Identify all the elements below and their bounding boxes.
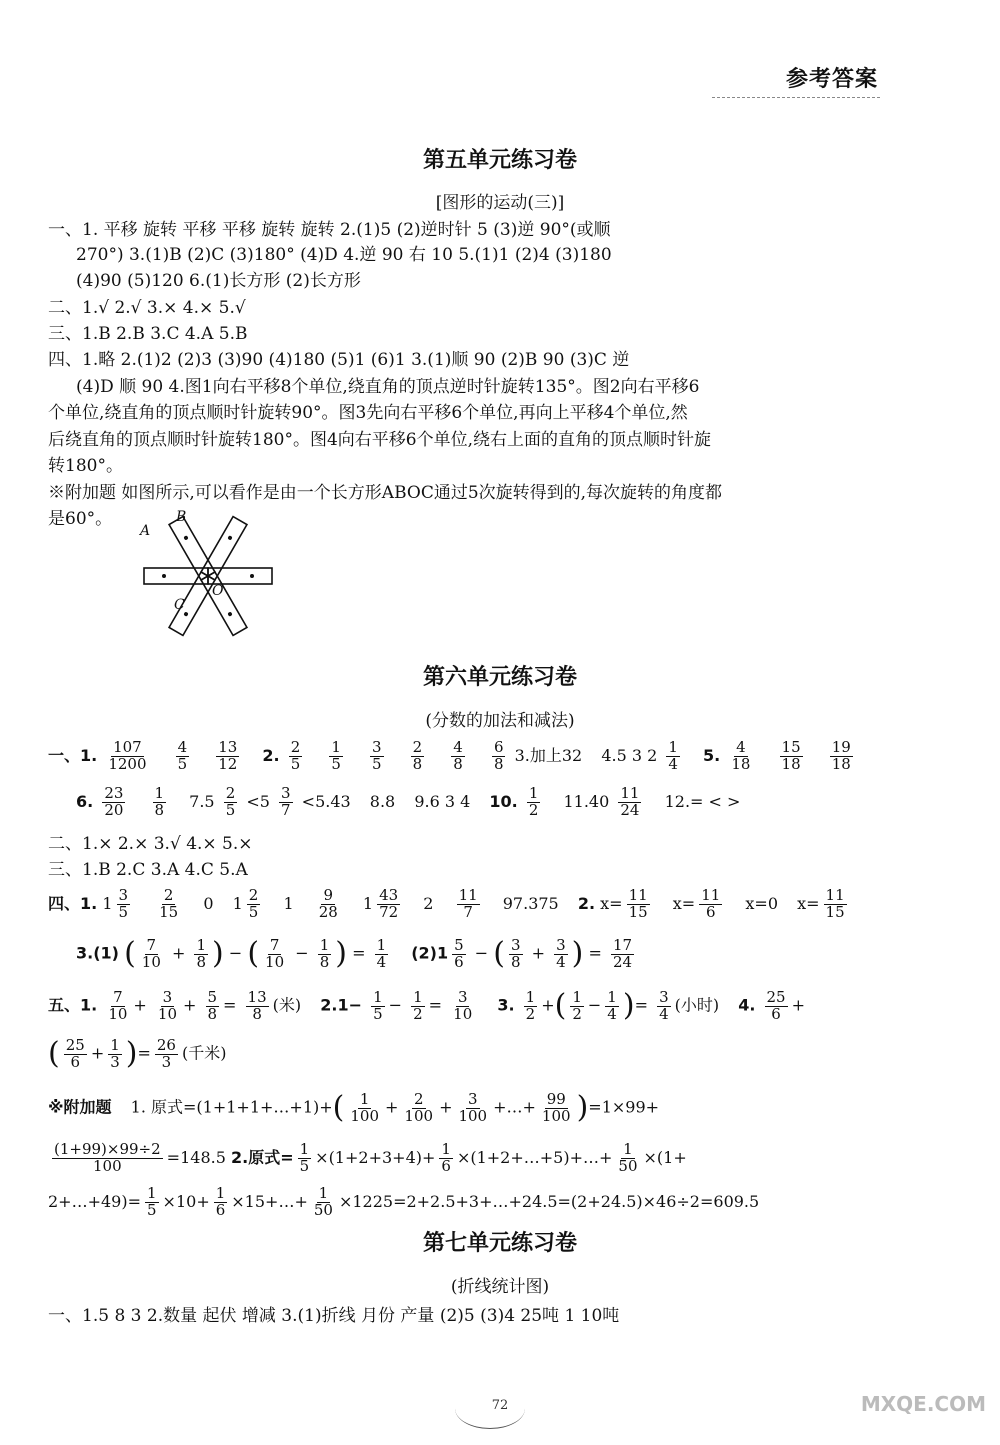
fraction: $\frac{1}{8}$: [319, 935, 330, 971]
unit5-line-1: 一、1. 平移 旋转 平移 平移 旋转 旋转 2.(1)5 (2)逆时针 5 (3)逆 90°(或顺: [48, 220, 611, 240]
fraction: $\frac{3}{5}$: [372, 738, 382, 773]
fraction: $\frac{11}{15}$: [825, 886, 845, 921]
answer-text: 0: [203, 893, 214, 913]
fraction: $\frac{1}{5}$: [147, 1184, 157, 1219]
answer-text: 12.= < >: [664, 791, 741, 811]
q-label: 5.: [703, 745, 721, 765]
q-label: 3.: [497, 995, 515, 1015]
answer-text: =1×99+: [588, 1097, 660, 1117]
fraction: $\frac{1}{2}$: [525, 987, 536, 1023]
unit6-row-9: ※附加题 1. 原式=(1+1+1+…+1)+( $\frac{1}{100}$ + $\frac{2}{100}$ + $\frac{3}{100}$ +…+ $\frac{99}{100}$ )=1×99+: [48, 1089, 660, 1125]
fraction: $\frac{2}{5}$: [248, 886, 259, 921]
unit5-line-7: (4)D 顺 90 4.图1向右平移8个单位,绕直角的顶点逆时针旋转135°。图2向右平移6: [76, 377, 700, 397]
unit5-line-6: 四、1.略 2.(1)2 (2)3 (3)90 (4)180 (5)1 (6)1 3.(1)顺 90 (2)B 90 (3)C 逆: [48, 350, 630, 370]
unit5-title: 第五单元练习卷: [422, 148, 577, 173]
fraction: $\frac{43}{72}$: [379, 886, 399, 921]
answer-text: x=: [797, 893, 820, 913]
fraction: $\frac{3}{5}$: [118, 886, 129, 921]
answer-text: x=0: [745, 893, 778, 913]
unit5-line-5: 三、1.B 2.B 3.C 4.A 5.B: [48, 324, 248, 344]
unit-label: (千米): [181, 1043, 227, 1063]
q-label: ※附加题: [48, 1097, 112, 1117]
q-label: 3.(1): [76, 943, 119, 963]
unit5-line-11: ※附加题 如图所示,可以看作是由一个长方形ABOC通过5次旋转得到的,每次旋转的角度都: [48, 483, 723, 503]
fraction: $\frac{11}{15}$: [628, 886, 648, 921]
q-label: 四、1.: [48, 893, 98, 913]
answer-text: x=: [600, 893, 623, 913]
q-label: 2.1−: [320, 995, 362, 1015]
fraction: $\frac{(1+99)\times 99\div 2}{100}$: [54, 1140, 161, 1175]
answer-text: ×(1+2+…+5)+…+: [456, 1147, 613, 1167]
fraction: $\frac{5}{8}$: [207, 987, 218, 1023]
fraction: $\frac{7}{10}$: [265, 935, 285, 971]
fraction: $\frac{1}{4}$: [668, 738, 678, 773]
answer-text: +…+: [493, 1097, 536, 1117]
fraction: $\frac{5}{6}$: [454, 935, 464, 971]
fraction: $\frac{13}{8}$: [247, 987, 267, 1023]
fig-dot-5: [227, 535, 232, 540]
unit6-title: 第六单元练习卷: [422, 665, 577, 690]
fraction: $\frac{99}{100}$: [541, 1089, 571, 1125]
fraction: $\frac{4}{18}$: [731, 738, 751, 773]
fraction: $\frac{2}{15}$: [159, 886, 179, 921]
unit7-line-1: 一、1.5 8 3 2.数量 起伏 增减 3.(1)折线 月份 产量 (2)5 (3)4 25吨 1 10吨: [48, 1306, 620, 1326]
operator: −: [295, 943, 309, 963]
answer-text: 7.5: [189, 791, 215, 811]
unit-label: (米): [272, 995, 302, 1015]
fraction: $\frac{3}{10}$: [157, 987, 177, 1023]
unit6-row-11: [48, 1186, 759, 1219]
fraction: $\frac{1}{50}$: [313, 1184, 333, 1219]
fig-label-a: A: [140, 523, 151, 539]
fraction: $\frac{11}{7}$: [458, 886, 478, 921]
unit5-line-9: 后绕直角的顶点顺时针旋转180°。图4向右平移6个单位,绕右上面的直角的顶点顺时针旋: [48, 430, 711, 450]
fraction: $\frac{4}{8}$: [453, 738, 463, 773]
answer-text: 8.8: [369, 791, 396, 811]
operator: −: [228, 943, 243, 963]
fraction: $\frac{15}{18}$: [781, 738, 801, 773]
fraction: $\frac{1}{4}$: [376, 935, 387, 971]
watermark: MXQE.COM: [860, 1392, 986, 1416]
fraction: $\frac{1}{6}$: [441, 1140, 451, 1175]
answer-text: 1: [362, 893, 374, 913]
fraction: $\frac{2}{8}$: [412, 738, 423, 773]
q-label: 五、1.: [48, 995, 98, 1015]
fraction: $\frac{17}{24}$: [612, 935, 633, 971]
fraction: $\frac{26}{3}$: [156, 1035, 176, 1071]
answer-text: 9.6 3 4: [414, 791, 471, 811]
fig-dot-3: [162, 574, 166, 578]
q-label: 6.: [76, 791, 94, 811]
unit6-row-2: [76, 786, 740, 819]
fraction: $\frac{9}{28}$: [318, 886, 338, 921]
fraction: $\frac{1}{8}$: [154, 784, 165, 819]
unit5-line-3: (4)90 (5)120 6.(1)长方形 (2)长方形: [76, 271, 361, 291]
answer-text: <5: [246, 791, 270, 811]
fraction: $\frac{3}{4}$: [659, 987, 669, 1023]
fraction: $\frac{1}{4}$: [607, 987, 617, 1023]
fraction: $\frac{1}{3}$: [110, 1035, 120, 1071]
operator: +: [531, 943, 546, 963]
q-label: 2.原式=: [230, 1147, 294, 1167]
fraction: $\frac{13}{12}$: [218, 738, 238, 773]
fig-dot-0: [250, 574, 254, 578]
q-label: (2)1: [411, 943, 449, 963]
fig-label-o: O: [212, 583, 224, 599]
q-label: 4.: [738, 995, 756, 1015]
fraction: $\frac{19}{18}$: [831, 738, 851, 773]
fraction: $\frac{25}{6}$: [65, 1035, 85, 1071]
answer-text: ×10+: [162, 1191, 210, 1211]
fraction: $\frac{3}{100}$: [458, 1089, 488, 1125]
fraction: $\frac{1}{2}$: [528, 784, 539, 819]
unit6-line-4: 三、1.B 2.C 3.A 4.C 5.A: [48, 860, 248, 880]
answer-text: 1: [232, 893, 243, 913]
fraction: $\frac{3}{10}$: [453, 987, 473, 1023]
answer-text: 3.加上32: [514, 745, 583, 765]
unit6-row-5: [48, 888, 851, 921]
fraction: $\frac{1}{5}$: [373, 987, 383, 1023]
answer-text: 2+…+49)=: [48, 1191, 141, 1211]
unit6-row-8: ( $\frac{25}{6}$ + $\frac{1}{3}$ )= $\frac{26}{3}$ (千米): [48, 1035, 227, 1071]
answer-text: 1: [102, 893, 113, 913]
operator: −: [474, 943, 489, 963]
operator: =: [588, 943, 602, 963]
fraction: $\frac{1}{8}$: [196, 935, 207, 971]
fraction: $\frac{23}{20}$: [104, 784, 124, 819]
answer-text: <5.43: [301, 791, 351, 811]
unit6-row-1: [48, 740, 857, 773]
answer-text: 4.5 3 2: [601, 745, 658, 765]
answer-text: ×(1+2+3+4)+: [315, 1147, 436, 1167]
answer-text: 1. 原式=(1+1+1+…+1)+: [130, 1097, 333, 1117]
fraction: $\frac{7}{10}$: [108, 987, 128, 1023]
fraction: $\frac{3}{7}$: [281, 784, 291, 819]
fraction: $\frac{3}{8}$: [510, 935, 521, 971]
unit5-line-10: 转180°。: [48, 456, 123, 476]
fraction: $\frac{2}{100}$: [404, 1089, 434, 1125]
fraction: $\frac{3}{4}$: [556, 935, 566, 971]
fraction: $\frac{1}{6}$: [215, 1184, 226, 1219]
unit5-line-8: 个单位,绕直角的顶点顺时针旋转90°。图3先向右平移6个单位,再向上平移4个单位,然: [48, 403, 688, 423]
fraction: $\frac{1}{5}$: [331, 738, 341, 773]
unit7-subtitle: (折线统计图): [450, 1277, 550, 1297]
answer-text: ×15+…+: [231, 1191, 308, 1211]
fig-dot-4: [183, 535, 188, 540]
fraction: $\frac{7}{10}$: [141, 935, 161, 971]
answer-text: 97.375: [502, 893, 559, 913]
answer-text: 11.40: [563, 791, 610, 811]
q-label: 2.: [262, 745, 280, 765]
answer-text: 2: [423, 893, 434, 913]
answer-text: =148.5: [166, 1147, 226, 1167]
page-number: 72: [491, 1398, 509, 1413]
q-label: 2.: [577, 893, 596, 913]
fraction: $\frac{1}{50}$: [618, 1140, 638, 1175]
fraction: $\frac{11}{24}$: [620, 784, 640, 819]
operator: =: [352, 943, 366, 963]
answer-text: x=: [672, 893, 696, 913]
unit7-title: 第七单元练习卷: [422, 1231, 577, 1256]
answer-text: 1: [283, 893, 294, 913]
fraction: $\frac{2}{5}$: [290, 738, 301, 773]
answer-text: ×1225=2+2.5+3+…+24.5=(2+24.5)×46÷2=609.5: [338, 1191, 760, 1211]
unit6-row-7: 五、1. $\frac{7}{10}$ + $\frac{3}{10}$ + $\frac{5}{8}$ = $\frac{13}{8}$ (米) 2.1− $\frac{1}{5}$ − $\frac{1}{2}$ = $\frac{3}{10}$ 3. $\frac{1}{2}$ +( $\frac{1}{2}$ − $\frac{1}{4}$ )= $\frac{3}{4}$ (小时) 4. $\frac{25}{6}$ +: [48, 987, 806, 1023]
fraction: $\frac{1}{2}$: [413, 987, 423, 1023]
fraction: $\frac{107}{1200}$: [108, 738, 147, 773]
fraction: $\frac{2}{5}$: [225, 784, 236, 819]
unit5-line-12: 是60°。: [48, 509, 113, 529]
fraction: $\frac{4}{5}$: [177, 738, 188, 773]
fig-label-b: B: [176, 509, 187, 525]
fraction: $\frac{1}{5}$: [299, 1140, 310, 1175]
fig-label-c: C: [174, 597, 185, 613]
q-label: 一、1.: [48, 745, 98, 765]
rotation-figure: [130, 505, 290, 665]
unit6-subtitle: (分数的加法和减法): [425, 711, 575, 731]
unit-label: (小时): [674, 995, 720, 1015]
q-label: 10.: [489, 791, 518, 811]
fraction: $\frac{6}{8}$: [493, 738, 504, 773]
header-tag: 参考答案: [785, 67, 878, 92]
fraction: $\frac{1}{100}$: [350, 1089, 380, 1125]
unit5-subtitle: [图形的运动(三)]: [435, 193, 565, 213]
unit5-line-4: 二、1.√ 2.√ 3.× 4.× 5.√: [48, 298, 246, 318]
fraction: $\frac{11}{6}$: [701, 886, 721, 921]
unit6-line-3: 二、1.× 2.× 3.√ 4.× 5.×: [48, 834, 253, 854]
unit6-row-6: 3.(1) ( $\frac{7}{10}$ + $\frac{1}{8}$ ) − ( $\frac{7}{10}$ − $\frac{1}{8}$ ) = $\frac{1}{4}$ (2)1 $\frac{5}{6}$ − ( $\frac{3}{8}$ + $\frac{3}{4}$ ) = $\frac{17}{24}$: [76, 935, 633, 971]
unit6-row-10: [48, 1142, 687, 1175]
answer-text: ×(1+: [643, 1147, 687, 1167]
fraction: $\frac{1}{2}$: [572, 987, 582, 1023]
unit5-line-2: 270°) 3.(1)B (2)C (3)180° (4)D 4.逆 90 右 10 5.(1)1 (2)4 (3)180: [76, 245, 612, 265]
header-rule: [712, 97, 880, 98]
fraction: $\frac{25}{6}$: [766, 987, 786, 1023]
operator: +: [171, 943, 186, 963]
fig-dot-1: [227, 611, 232, 616]
